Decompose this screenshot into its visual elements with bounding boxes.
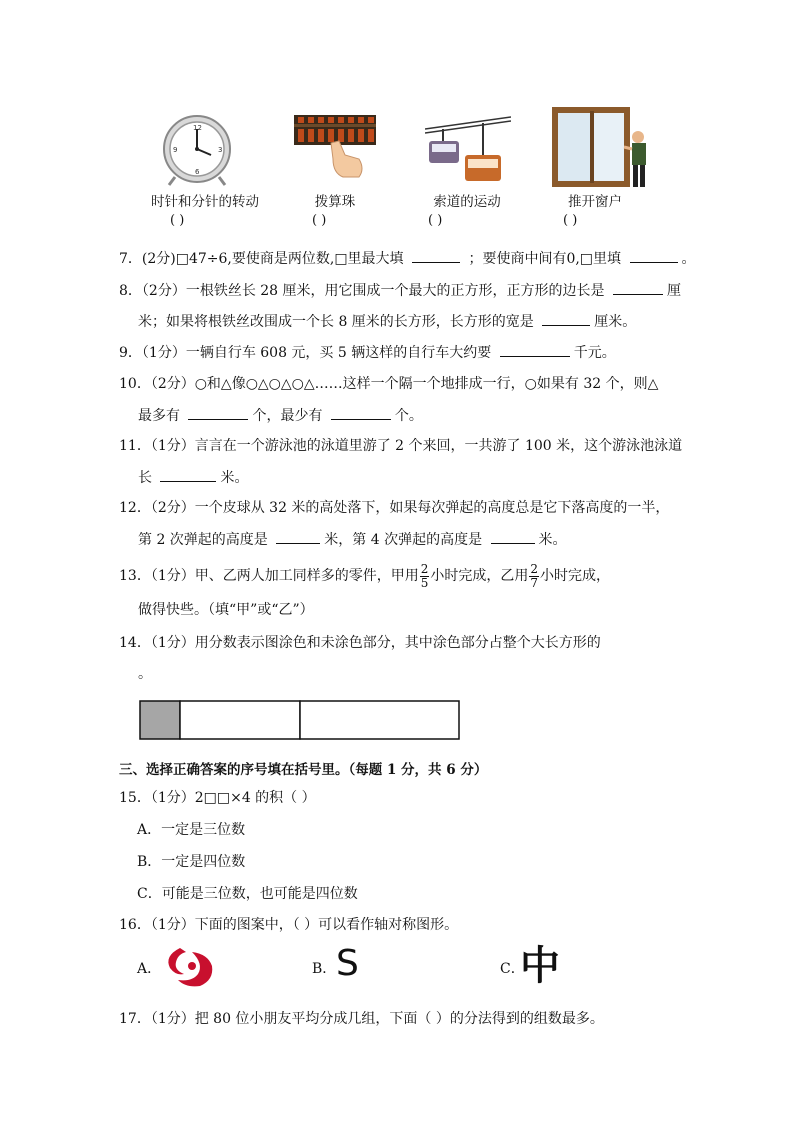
option-a[interactable]: A． (137, 961, 162, 977)
answer-blank[interactable] (160, 467, 216, 482)
answer-blank[interactable] (500, 342, 570, 357)
picture-answer-3[interactable]: ( ) (428, 213, 443, 228)
picture-caption-1: 时针和分针的转动 (151, 194, 259, 210)
question-7: 7．(2分)□47÷6,要使商是两位数,□里最大填 ；要使商中间有0,□里填 。 (119, 248, 696, 269)
svg-text:9: 9 (173, 146, 178, 154)
svg-text:6: 6 (195, 168, 200, 176)
question-14: 14．（1分）用分数表示图涂色和未涂色部分，其中涂色部分占整个大长方形的 (119, 635, 601, 651)
character-zhong-figure: 中 (520, 943, 560, 989)
question-8-line-2: 米；如果将根铁丝改围成一个长 8 厘米的长方形，长方形的宽是 厘米。 (138, 311, 636, 332)
question-10-line-2: 最多有 个，最少有 个。 (138, 405, 423, 426)
question-8: 8．（2分）一根铁丝长 28 厘米，用它围成一个最大的正方形，正方形的边长是 厘 (119, 280, 681, 301)
option-a[interactable]: A．一定是三位数 (137, 822, 246, 838)
answer-blank[interactable] (630, 248, 678, 263)
picture-caption-2: 拨算珠 (314, 194, 356, 210)
question-11-line-2: 长 米。 (138, 467, 248, 488)
picture-strip (135, 105, 655, 233)
alarm-clock-icon (161, 111, 233, 187)
question-17: 17．（1分）把 80 位小朋友平均分成几组，下面（ ）的分法得到的组数最多。 (119, 1011, 604, 1027)
question-15: 15．（1分）2□□×4 的积（ ） (119, 790, 316, 806)
picture-answer-4[interactable]: ( ) (563, 213, 578, 228)
svg-text:12: 12 (193, 124, 202, 132)
question-12-line-2: 第 2 次弹起的高度是 米，第 4 次弹起的高度是 米。 (138, 529, 567, 550)
picture-caption-3: 索道的运动 (433, 194, 501, 210)
fraction: $\frac{2}{5}$ (420, 561, 429, 590)
question-9: 9．（1分）一辆自行车 608 元，买 5 辆这样的自行车大约要 千元。 (119, 342, 616, 363)
answer-blank[interactable] (188, 405, 248, 420)
abacus-icon (293, 113, 377, 179)
answer-blank[interactable] (412, 248, 460, 263)
unshaded-part (300, 701, 459, 739)
red-logo-icon (162, 946, 216, 988)
cable-car-icon (425, 115, 511, 189)
svg-text:3: 3 (218, 146, 223, 154)
option-b[interactable]: B．一定是四位数 (137, 854, 246, 870)
picture-answer-2[interactable]: ( ) (312, 213, 327, 228)
shaded-part (140, 701, 180, 739)
question-12: 12．（2分）一个皮球从 32 米的高处落下，如果每次弹起的高度总是它下落高度的一半， (119, 500, 670, 516)
question-13-line-2: 做得快些。（填“甲”或“乙”） (138, 602, 314, 618)
section-heading: 三、选择正确答案的序号填在括号里。（每题 1 分，共 6 分） (119, 762, 488, 778)
option-b[interactable]: B． (312, 961, 337, 977)
option-c[interactable]: C． (500, 961, 525, 977)
picture-answer-1[interactable]: ( ) (170, 213, 185, 228)
question-10: 10．（2分）○和△像○△○△○△……这样一个隔一个地排成一行，○如果有 32 个，则△ (119, 376, 659, 392)
unshaded-part (180, 701, 300, 739)
option-c[interactable]: C．可能是三位数，也可能是四位数 (137, 886, 358, 902)
question-14-line-2: 。 (138, 666, 152, 682)
answer-blank[interactable] (331, 405, 391, 420)
sliding-window-icon (550, 107, 654, 191)
question-16: 16．（1分）下面的图案中，（ ）可以看作轴对称图形。 (119, 917, 459, 933)
fraction: $\frac{2}{7}$ (530, 561, 539, 590)
shaded-rectangle-figure (139, 700, 461, 740)
answer-blank[interactable] (542, 311, 590, 326)
answer-blank[interactable] (276, 529, 320, 544)
answer-blank[interactable] (491, 529, 535, 544)
question-11: 11．（1分）言言在一个游泳池的泳道里游了 2 个来回，一共游了 100 米，这个游泳池泳道 (119, 438, 683, 454)
answer-blank[interactable] (613, 280, 663, 295)
letter-s-figure: S (336, 943, 359, 984)
picture-caption-4: 推开窗户 (568, 194, 622, 210)
question-13: 13．（1分）甲、乙两人加工同样多的零件，甲用 $\frac{2}{5}$ 小时完成，乙用 $\frac{2}{7}$ 小时完成， (119, 561, 611, 590)
